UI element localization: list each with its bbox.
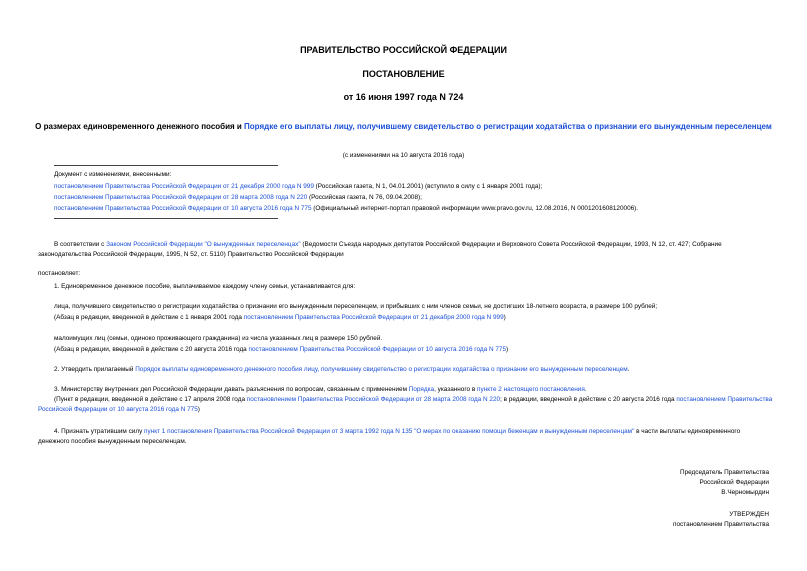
- item1-b-note: (Абзац в редакции, введенной в действие с 20 августа 2016 года постановлением Правительства Российской Федерации от 10 августа 2016 года N 775): [54, 346, 509, 353]
- item3-note-link-2016[interactable]: постановлением Правительства Российской Федерации от 10 августа 2016 года N 775: [38, 396, 773, 413]
- divider-bottom: [54, 218, 278, 219]
- resolves: постановляет:: [38, 270, 81, 277]
- preamble: В соответствии с Законом Российской Федерации "О вынужденных переселенцах" (Ведомости Съезда народных депутатов Российской Федерации и Верховного Совета Российской Федерации, 1993, N 12, ст. 427; Собрание законодательства Российской Федерации, 1995, N 52, ст. 5110) Правительство Российской Федерации: [38, 241, 722, 258]
- document-title: [30, 121, 777, 132]
- header-doc-type: ПОСТАНОВЛЕНИЕ: [362, 69, 445, 79]
- amend-note: (с изменениями на 10 августа 2016 года): [342, 152, 465, 159]
- amendment-link[interactable]: постановлением Правительства Российской Федерации от 28 марта 2008 года N 220: [54, 194, 308, 201]
- amendment-link[interactable]: постановлением Правительства Российской Федерации от 21 декабря 2000 года N 999: [54, 183, 314, 190]
- approved-block: [673, 510, 769, 530]
- item1-a-note: (Абзац в редакции, введенной в действие с 1 января 2001 года постановлением Правительства Российской Федерации от 21 декабря 2000 года N 999): [54, 314, 506, 321]
- title-link[interactable]: Порядке его выплаты лицу, получившему свидетельство о регистрации ходатайства о признании его вынужденным переселенцем: [244, 122, 772, 131]
- item3-note: (Пункт в редакции, введенной в действие с 17 апреля 2008 года постановлением Правительства Российской Федерации от 28 марта 2008 года N 220; в редакции, введенной в действие с 20 августа 2016 года постановлением Правительства Российской Федерации от 10 августа 2016 года N 775): [38, 396, 773, 413]
- item1-a: лица, получившего свидетельство о регистрации ходатайства о признании его вынужденным переселенцем, и прибывших с ним членов семьи, не достигших 18-летнего возраста, в размере 100 рублей;: [54, 303, 658, 310]
- header-date-number: от 16 июня 1997 года N 724: [343, 92, 464, 102]
- header-authority: ПРАВИТЕЛЬСТВО РОССИЙСКОЙ ФЕДЕРАЦИИ: [300, 45, 507, 55]
- signature-block: [680, 468, 769, 498]
- divider-top: [54, 165, 278, 166]
- title-text: О размерах единовременного денежного пособия и: [35, 122, 245, 131]
- amendment-item: постановлением Правительства Российской Федерации от 21 декабря 2000 года N 999 (Российская газета, N 1, 04.01.2001) (вступило в силу с 1 января 2001 года);: [54, 183, 543, 190]
- amendment-item: постановлением Правительства Российской Федерации от 10 августа 2016 года N 775 (Официальный интернет-портал правовой информации www.pravo.gov.ru, 12.08.2016, N 0001201608120006).: [54, 205, 639, 212]
- item2-link[interactable]: Порядок выплаты единовременного денежного пособия лицу, получившему свидетельство о регистрации ходатайства о признании его вынужденным переселенцем: [135, 366, 628, 373]
- item3-link-order[interactable]: Порядка: [408, 386, 435, 393]
- approved-line-2: постановлением Правительства: [673, 521, 769, 528]
- item4: 4. Признать утратившим силу пункт 1 постановления Правительства Российской Федерации от 3 марта 1992 года N 135 "О мерах по оказанию помощи беженцам и вынужденным переселенцам" в части выплаты единовременного денежного пособия вынужденным переселенцам.: [38, 428, 741, 445]
- amendments-intro: Документ с изменениями, внесенными:: [54, 171, 172, 178]
- item4-link[interactable]: пункт 1 постановления Правительства Российской Федерации от 3 марта 1992 года N 135 "О мерах по оказанию помощи беженцам и вынужденным переселенцам": [144, 428, 635, 435]
- signature-line-3: В.Черномырдин: [721, 489, 769, 496]
- item3-link-point2[interactable]: пункте 2 настоящего постановления: [477, 386, 585, 393]
- signature-line-2: Российской Федерации: [699, 479, 769, 486]
- item1-b: малоимущих лиц (семьи, одиноко проживающего гражданина) из числа указанных лиц в размере 150 рублей.: [54, 335, 383, 342]
- amendment-item: постановлением Правительства Российской Федерации от 28 марта 2008 года N 220 (Российская газета, N 76, 09.04.2008);: [54, 194, 422, 201]
- preamble-law-link[interactable]: Законом Российской Федерации "О вынужденных переселенцах": [106, 241, 301, 248]
- item3: 3. Министерству внутренних дел Российской Федерации давать разъяснения по вопросам, связанным с применением Порядка, указанного в пункте 2 настоящего постановления.: [54, 386, 587, 393]
- item1-b-note-link[interactable]: постановлением Правительства Российской Федерации от 10 августа 2016 года N 775: [248, 346, 507, 353]
- approved-line-1: УТВЕРЖДЕН: [729, 511, 769, 518]
- signature-line-1: Председатель Правительства: [680, 469, 769, 476]
- item1-text: 1. Единовременное денежное пособие, выплачиваемое каждому члену семьи, устанавливается для:: [54, 283, 356, 290]
- item1-a-note-link[interactable]: постановлением Правительства Российской Федерации от 21 декабря 2000 года N 999: [243, 314, 504, 321]
- amendment-link[interactable]: постановлением Правительства Российской Федерации от 10 августа 2016 года N 775: [54, 205, 312, 212]
- item3-note-link-2008[interactable]: постановлением Правительства Российской Федерации от 28 марта 2008 года N 220: [246, 396, 501, 403]
- item2: 2. Утвердить прилагаемый Порядок выплаты единовременного денежного пособия лицу, получившему свидетельство о регистрации ходатайства о признании его вынужденным переселенцем.: [54, 366, 630, 373]
